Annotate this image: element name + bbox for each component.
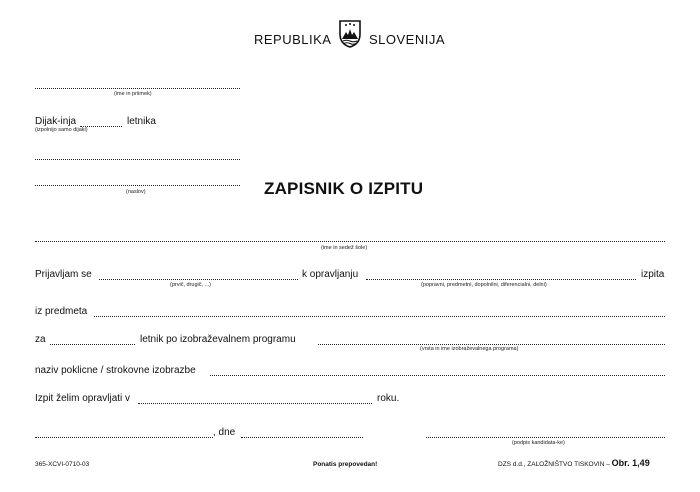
student-hint: (izpolnijo samo dijaki) <box>35 127 88 133</box>
term-field[interactable] <box>138 403 372 404</box>
footer-notice: Ponatis prepovedan! <box>313 461 378 468</box>
place-field[interactable] <box>35 437 213 438</box>
program-field[interactable] <box>318 344 665 345</box>
attempt-field[interactable] <box>99 279 298 280</box>
term-label: Izpit želim opravljati v <box>35 393 131 404</box>
footer-publisher <box>498 458 650 468</box>
exam-type-hint: (popravni, predmetni, dopolnilni, diferencialni, delni) <box>421 282 547 288</box>
vocation-field[interactable] <box>210 375 665 376</box>
address-line-2[interactable] <box>35 185 240 186</box>
subject-label: iz predmeta <box>35 306 88 317</box>
program-hint: (vrsta in ime izobraževalnega programa) <box>420 346 519 352</box>
school-hint: (ime in sedež šole) <box>321 245 368 251</box>
name-field[interactable] <box>35 88 240 89</box>
year-label: letnik po izobraževalnem programu <box>140 334 296 345</box>
year-prefix: za <box>35 334 46 345</box>
student-label: Dijak-inja <box>35 116 77 127</box>
student-year-suffix: letnika <box>127 116 156 127</box>
apply-label: Prijavljam se <box>35 269 92 280</box>
address-hint: (naslov) <box>126 189 146 195</box>
term-suffix: roku. <box>377 393 400 404</box>
year-field[interactable] <box>50 344 135 345</box>
header-right-word: SLOVENIJA <box>369 32 446 47</box>
date-field[interactable] <box>241 437 363 438</box>
footer-form-number: Obr. 1,49 <box>611 458 650 468</box>
page-title: ZAPISNIK O IZPITU <box>264 179 424 198</box>
header-left-word: REPUBLIKA <box>254 32 332 47</box>
subject-field[interactable] <box>94 316 665 317</box>
date-label: , dne <box>213 427 236 438</box>
vocation-label: naziv poklicne / strokovne izobrazbe <box>35 365 196 376</box>
slovenia-coat-of-arms-icon <box>339 20 361 48</box>
address-line-1[interactable] <box>35 159 240 160</box>
signature-field[interactable] <box>426 437 665 438</box>
name-hint: (ime in priimek) <box>114 91 152 97</box>
attempt-hint: (prvič, drugič, ...) <box>170 282 211 288</box>
exam-type-field[interactable] <box>366 279 636 280</box>
footer-publisher-text: DZS d.d., ZALOŽNIŠTVO TISKOVIN – <box>498 461 610 468</box>
for-label: k opravljanju <box>302 269 359 280</box>
footer-code: 365-XCVI-0710-03 <box>35 461 90 468</box>
school-field[interactable] <box>35 241 665 242</box>
signature-hint: (podpis kandidata-ke) <box>512 440 565 446</box>
exam-label: izpita <box>641 269 665 280</box>
